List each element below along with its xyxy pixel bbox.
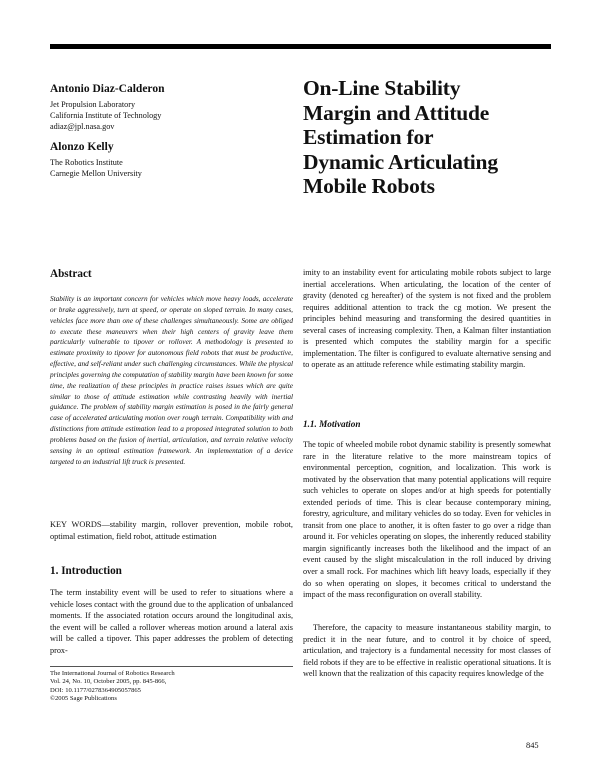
introduction-heading: 1. Introduction (50, 565, 122, 577)
title-line: Margin and Attitude (303, 100, 490, 125)
author-name-2: Alonzo Kelly (50, 141, 114, 153)
paper-title (303, 76, 553, 199)
author-email[interactable]: adiaz@jpl.nasa.gov (50, 122, 115, 131)
motivation-paragraph-2: Therefore, the capacity to measure instantaneous stability margin, to predict it in the near future, and to control it by choice of speed, articulation, and trajectory is a fundamental necessity for most classes of field robots if they are to be effective in realistic operational situations. It is well known that the realization of this capacity requires knowledge of the (303, 623, 551, 679)
author-affiliation-2 (50, 157, 142, 179)
motivation-heading: 1.1. Motivation (303, 419, 361, 429)
title-line: Dynamic Articulating (303, 149, 498, 174)
author-affiliation-1 (50, 99, 161, 132)
affiliation-line: Jet Propulsion Laboratory (50, 100, 136, 109)
introduction-paragraph: The term instability event will be used to refer to situations where a vehicle loses contact with the ground due to the application of unbalanced moments. If the associated rotation occurs around the longitudinal axis, the event will be called a rollover whereas motion around a lateral axis will be called a tipover. This paper addresses the problem of detecting prox- (50, 588, 293, 655)
introduction-paragraph-continued: imity to an instability event for articulating mobile robots subject to large inertial accelerations. When articulating, the location of the center of gravity (denoted cg hereafter) of the system is not fixed and the problem requires additional attention to track the cg motion. We present the principles behind measuring and transforming the desired quantities in several cases of increasing complexity. Then, a Kalman filter instantiation is presented which computes the stability margin for a specific implementation. The filter is configured to evaluate alternative sensing and to operate as an attitude reference while estimating stability margin. (303, 268, 551, 370)
motivation-paragraph-1: The topic of wheeled mobile robot dynamic stability is presently somewhat rare in the literature relative to the more mainstream topics of environmental perception, cognition, and localization. This work is motivated by the observation that many potential applications will require such vehicles to operate on slopes and/or at high speeds for potentially extended periods of time. This is clear because contemporary mining, forestry, agriculture, and military vehicles do so today. Even for vehicles in transit from one place to another, it is often faster to go over a ridge than around it. For vehicles operating on slopes, the inherently reduced stability margin significantly increases both the likelihood and the impact of an event caused by the slight miscalculation in the roll induced by driving over a small rock. For machines which lift heavy loads, especially if they do so when operating on slopes, it becomes critical to understand the impact of the mass reconfiguration on overall stability. (303, 440, 551, 600)
affiliation-line: The Robotics Institute (50, 158, 123, 167)
journal-footnote (50, 670, 310, 704)
author-name-1: Antonio Diaz-Calderon (50, 83, 165, 95)
affiliation-line: Carnegie Mellon University (50, 169, 142, 178)
title-line: Mobile Robots (303, 174, 435, 198)
page-number: 845 (526, 741, 539, 750)
abstract-heading: Abstract (50, 268, 92, 280)
footnote-line: ©2005 Sage Publications (50, 695, 117, 703)
abstract-text: Stability is an important concern for vehicles which move heavy loads, accelerate or brake aggressively, turn at speed, or operate on sloped terrain. In many cases, vehicles face more than one of these challenges simultaneously. Some are obliged to execute these maneuvers when their high centers of gravity leave them particularly vulnerable to tipover or rollover. A methodology is presented to estimate proximity to tipover for autonomous field robots that must be productive, effective, and self-reliant under such challenging circumstances. While the physical principles governing the computation of stability margin have been known for some time, the realization of these principles in practice raises issues which are quite similar to those of attitude estimation while contrasting heavily with inertial guidance. The problem of stability margin estimation is posed in the fairly general case of accelerated articulating motion over rough terrain. Compatibility with and distinctions from attitude estimation lead to a proposed integrated solution to both problems based on the fusion of inertial, articulation, and terrain relative velocity sensing in an optimal estimation framework. An implementation of a device targeted to an industrial lift truck is presented. (50, 295, 293, 466)
footnote-divider (50, 666, 293, 667)
title-line: On-Line Stability (303, 76, 461, 100)
footnote-line: The International Journal of Robotics Research (50, 670, 175, 677)
top-rule (50, 44, 551, 49)
keywords: KEY WORDS—stability margin, rollover prevention, mobile robot, optimal estimation, field robot, attitude estimation (50, 520, 293, 541)
footnote-doi[interactable]: DOI: 10.1177/0278364905057865 (50, 686, 141, 694)
footnote-line: Vol. 24, No. 10, October 2005, pp. 845-866, (50, 678, 167, 686)
affiliation-line: California Institute of Technology (50, 111, 162, 120)
title-line: Estimation for (303, 125, 434, 149)
